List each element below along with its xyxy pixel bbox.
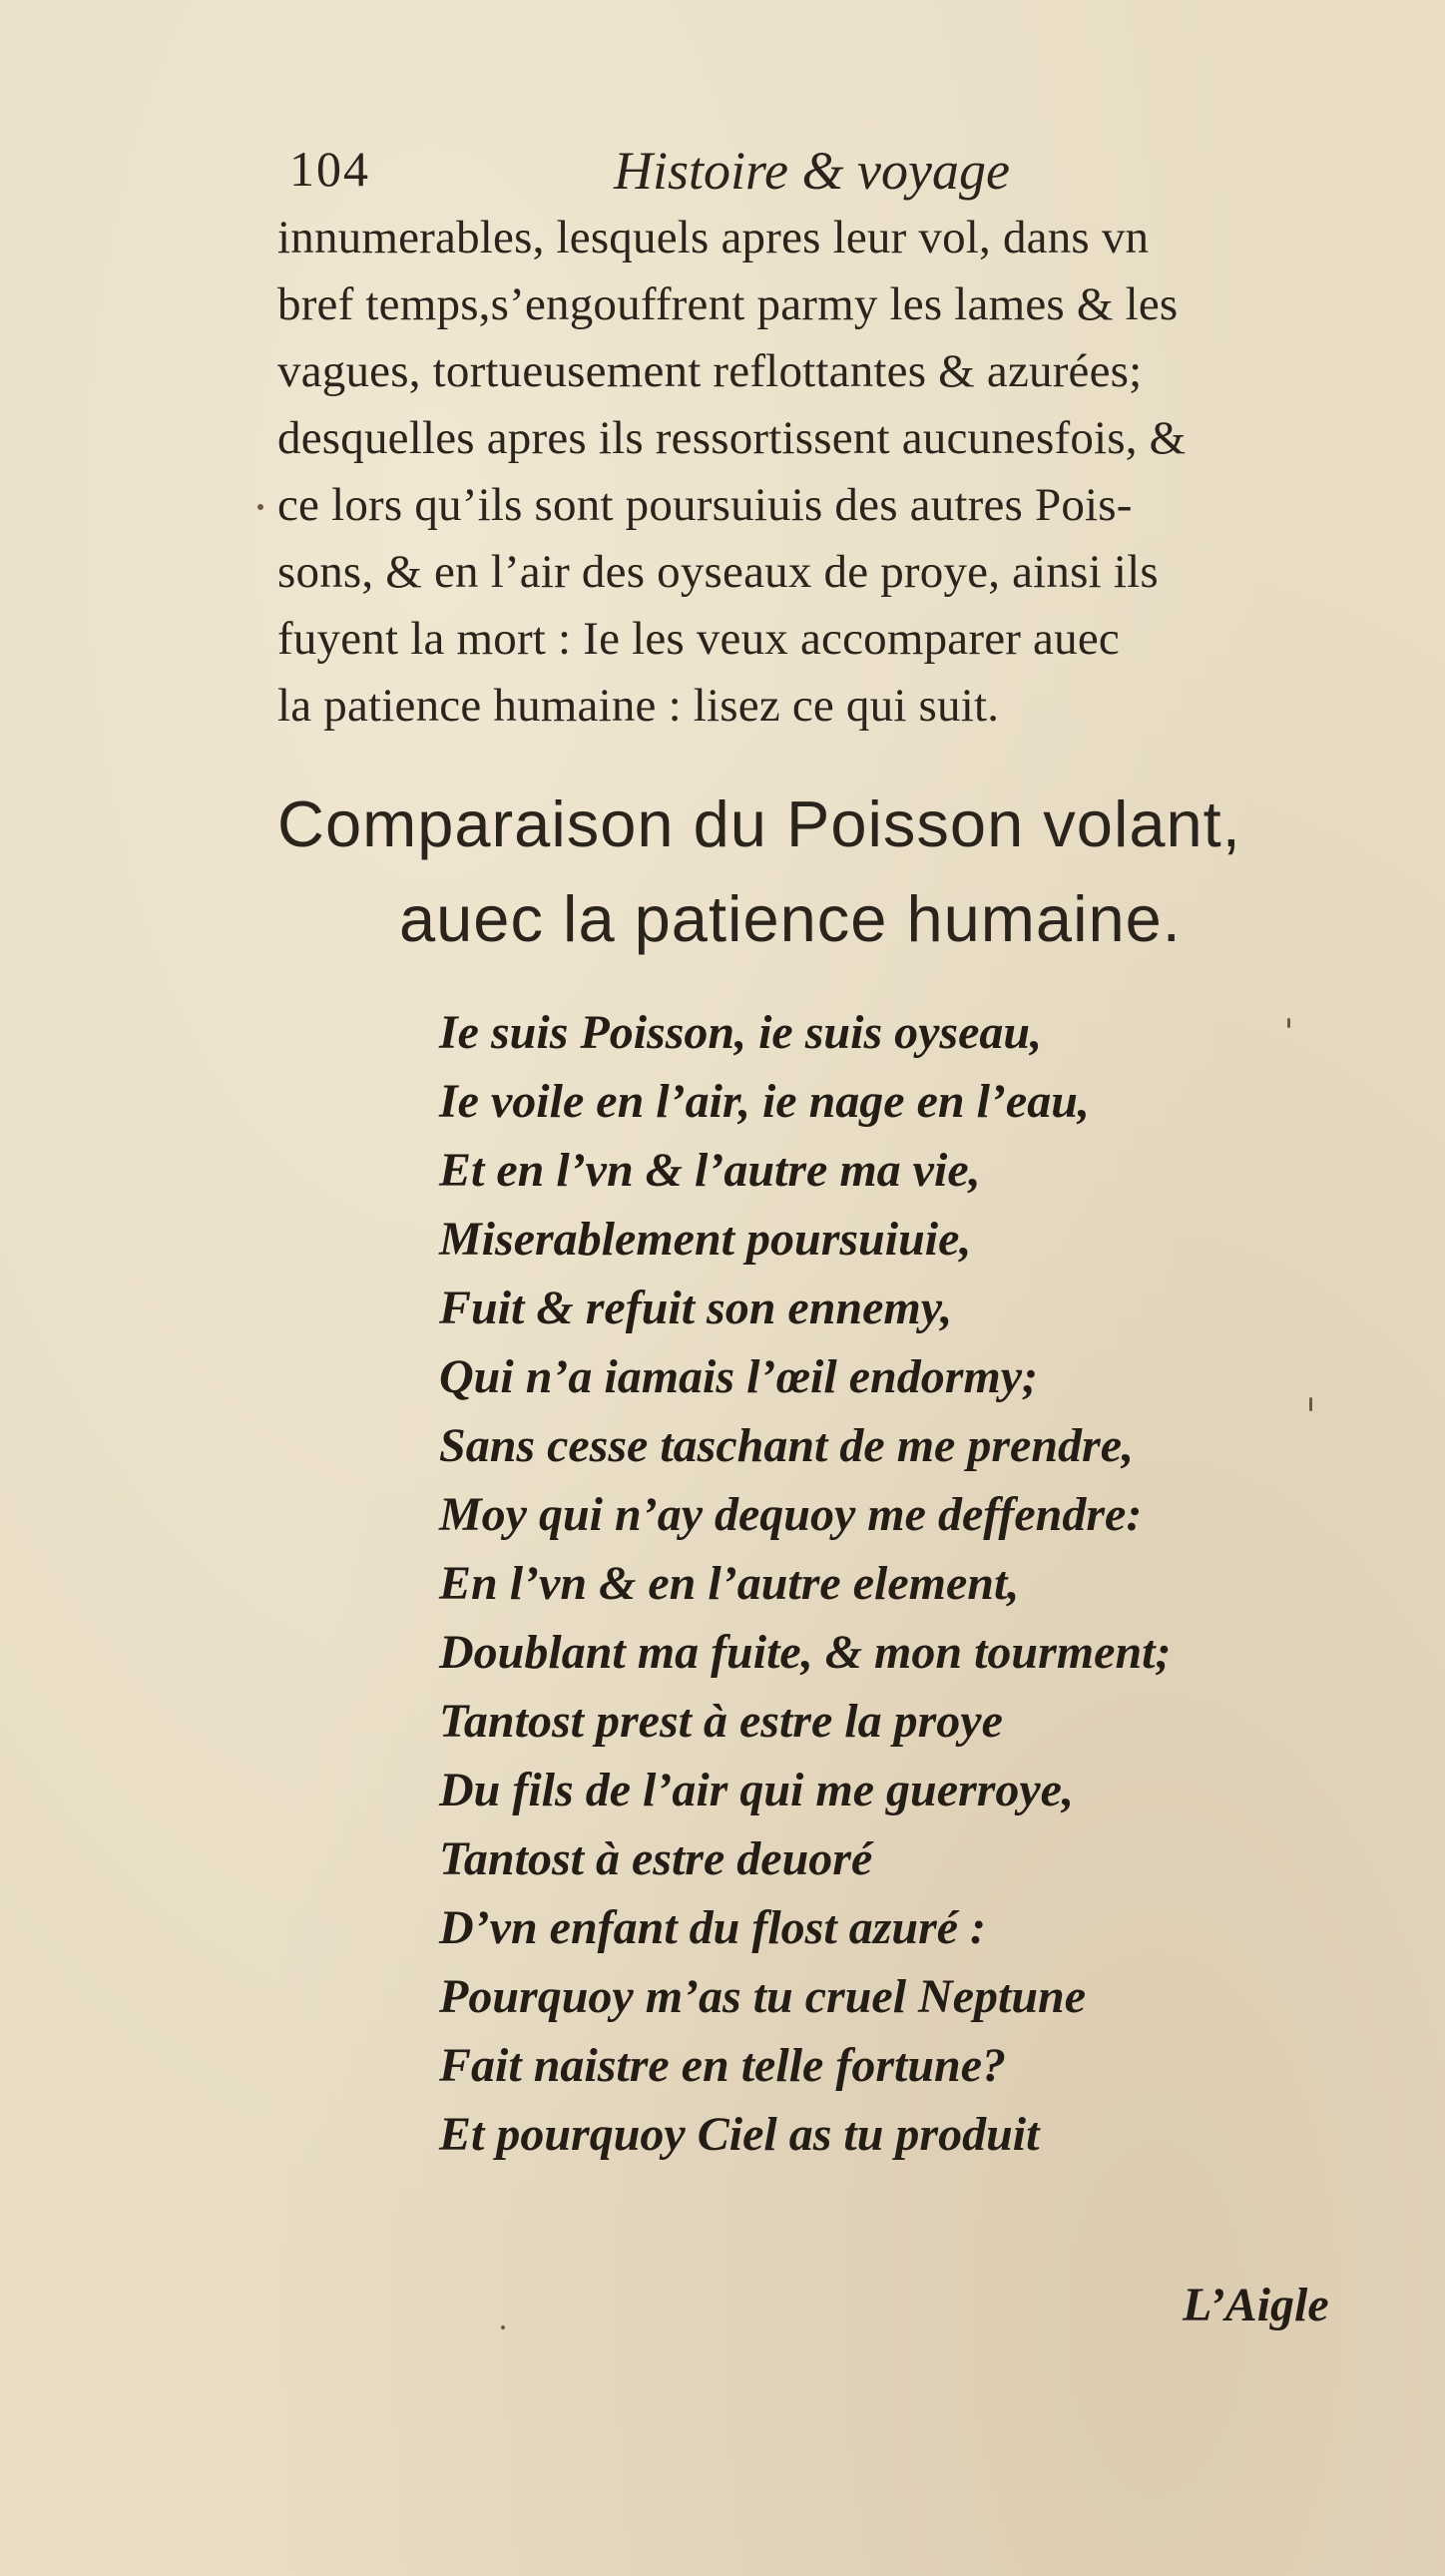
poem-verse: Tantost prest à estre la proye <box>439 1695 1003 1748</box>
catchword: L’Aigle <box>1183 2279 1329 2331</box>
prose-line: vagues, tortueusement reflottantes & azurées; <box>277 345 1143 397</box>
ink-speck <box>1309 1397 1312 1411</box>
poem-verse: Et en l’vn & l’autre ma vie, <box>439 1144 981 1197</box>
prose-line: fuyent la mort : Ie les veux accomparer auec <box>277 613 1120 665</box>
running-head: Histoire & voyage <box>614 141 1010 201</box>
poem-verse: Tantost à estre deuoré <box>439 1832 873 1885</box>
ink-speck <box>501 2325 505 2329</box>
prose-line: sons, & en l’air des oyseaux de proye, ainsi ils <box>277 546 1159 598</box>
heading-line: Comparaison du Poisson volant, <box>277 787 1241 860</box>
ink-speck <box>1287 1018 1290 1028</box>
prose-line: desquelles apres ils ressortissent aucunesfois, & <box>277 412 1187 464</box>
poem-verse: Fait naistre en telle fortune? <box>439 2039 1007 2092</box>
ink-speck <box>257 504 263 510</box>
prose-line: ce lors qu’ils sont poursuiuis des autres Pois- <box>277 479 1133 531</box>
section-heading <box>277 776 1395 966</box>
poem <box>439 998 1397 2169</box>
prose-paragraph <box>277 205 1395 740</box>
poem-verse: Fuit & refuit son ennemy, <box>439 1282 953 1334</box>
poem-verse: Ie suis Poisson, ie suis oyseau, <box>439 1006 1043 1059</box>
poem-verse: Ie voile en l’air, ie nage en l’eau, <box>439 1075 1090 1128</box>
poem-verse: Sans cesse taschant de me prendre, <box>439 1419 1134 1472</box>
prose-line: bref temps,s’engouffrent parmy les lames & les <box>277 278 1179 330</box>
poem-verse: Du fils de l’air qui me guerroye, <box>439 1764 1074 1816</box>
prose-line: innumerables, lesquels apres leur vol, dans vn <box>277 212 1150 263</box>
heading-line: auec la patience humaine. <box>399 882 1182 955</box>
poem-verse: Miserablement poursuiuie, <box>439 1213 972 1266</box>
poem-verse: Moy qui n’ay dequoy me deffendre: <box>439 1488 1143 1541</box>
poem-verse: En l’vn & en l’autre element, <box>439 1557 1020 1610</box>
poem-verse: Qui n’a iamais l’œil endormy; <box>439 1350 1039 1403</box>
poem-verse: Et pourquoy Ciel as tu produit <box>439 2108 1040 2161</box>
prose-line: la patience humaine : lisez ce qui suit. <box>277 680 1000 732</box>
poem-verse: Pourquoy m’as tu cruel Neptune <box>439 1970 1087 2023</box>
page-header <box>289 140 1128 210</box>
poem-verse: D’vn enfant du flost azuré : <box>439 1901 987 1954</box>
page-number: 104 <box>289 141 370 197</box>
poem-verse: Doublant ma fuite, & mon tourment; <box>439 1626 1172 1679</box>
